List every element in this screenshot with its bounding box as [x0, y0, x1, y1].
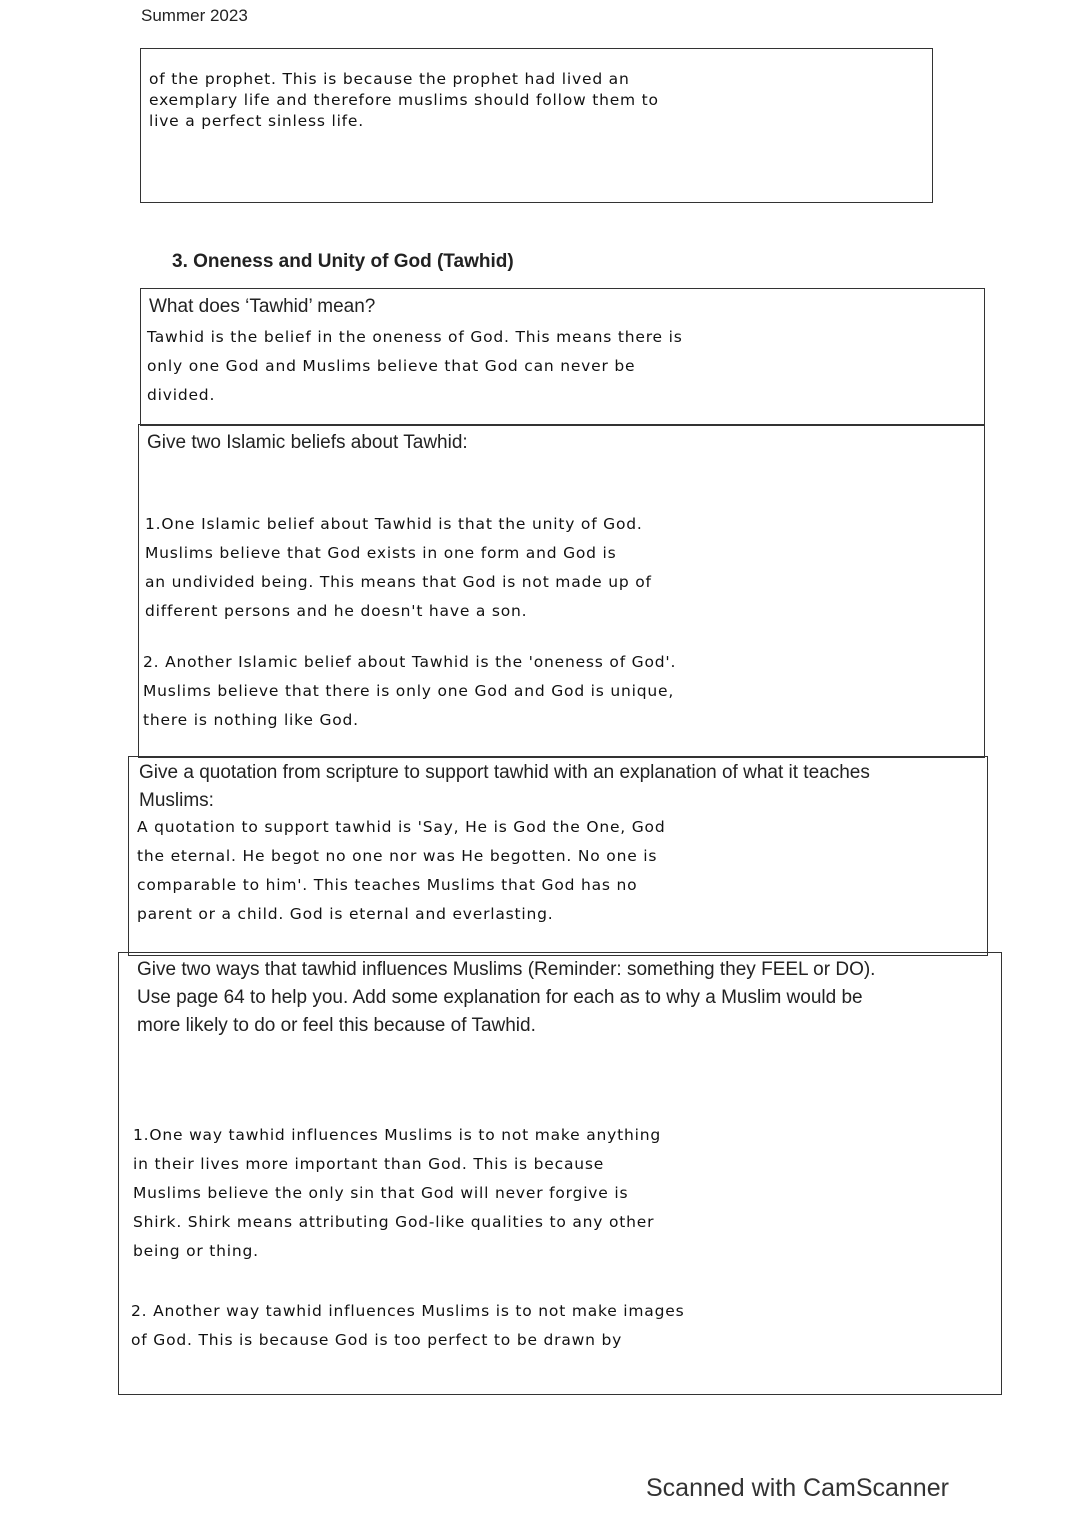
answer-line: Shirk. Shirk means attributing God-like qualities to any other [133, 1213, 655, 1231]
answer-line: exemplary life and therefore muslims should follow them to [149, 91, 659, 109]
q3-prompt [139, 759, 870, 815]
answer-line: there is nothing like God. [143, 711, 359, 729]
answer-line: only one God and Muslims believe that God can never be [147, 357, 636, 375]
q2-prompt: Give two Islamic beliefs about Tawhid: [147, 432, 468, 453]
answer-line: 1.One Islamic belief about Tawhid is that the unity of God. [145, 515, 643, 533]
answer-line: 2. Another way tawhid influences Muslims is to not make images [131, 1302, 685, 1320]
answer-line: being or thing. [133, 1242, 259, 1260]
q2-answer-1 [145, 510, 652, 626]
answer-line: of the prophet. This is because the prophet had lived an [149, 70, 630, 88]
q4-answer-1 [133, 1121, 661, 1266]
q2-box [138, 424, 985, 758]
prompt-line: Give a quotation from scripture to support tawhid with an explanation of what it teaches [139, 762, 870, 783]
answer-line: Tawhid is the belief in the oneness of God. This means there is [147, 328, 683, 346]
answer-line: Muslims believe the only sin that God will never forgive is [133, 1184, 629, 1202]
answer-line: Muslims believe that there is only one God and God is unique, [143, 682, 675, 700]
q3-box [128, 756, 988, 956]
q1-prompt: What does ‘Tawhid’ mean? [149, 296, 376, 317]
camscanner-watermark: Scanned with CamScanner [646, 1474, 949, 1502]
answer-line: different persons and he doesn't have a son. [145, 602, 528, 620]
q2-answer-2 [143, 648, 676, 735]
section-title: 3. Oneness and Unity of God (Tawhid) [172, 251, 514, 272]
q1-box [140, 288, 985, 426]
answer-line: divided. [147, 386, 216, 404]
q1-answer [147, 323, 683, 410]
header-date: Summer 2023 [141, 6, 248, 25]
prompt-line: more likely to do or feel this because of Tawhid. [137, 1015, 536, 1036]
answer-line: live a perfect sinless life. [149, 112, 364, 130]
prompt-line: Give two ways that tawhid influences Muslims (Reminder: something they FEEL or DO). [137, 959, 876, 980]
q4-box [118, 952, 1002, 1395]
q3-answer [137, 813, 665, 929]
answer-line: 2. Another Islamic belief about Tawhid is the 'oneness of God'. [143, 653, 677, 671]
answer-line: Muslims believe that God exists in one form and God is [145, 544, 617, 562]
q4-prompt [137, 956, 875, 1040]
answer-line: A quotation to support tawhid is 'Say, He is God the One, God [137, 818, 666, 836]
answer-line: an undivided being. This means that God is not made up of [145, 573, 652, 591]
answer-line: the eternal. He begot no one nor was He begotten. No one is [137, 847, 658, 865]
prompt-line: Use page 64 to help you. Add some explanation for each as to why a Muslim would be [137, 987, 863, 1008]
answer-line: in their lives more important than God. This is because [133, 1155, 605, 1173]
q4-answer-2 [131, 1297, 684, 1355]
answer-line: comparable to him'. This teaches Muslims that God has no [137, 876, 638, 894]
answer-line: of God. This is because God is too perfect to be drawn by [131, 1331, 623, 1349]
answer-line: parent or a child. God is eternal and everlasting. [137, 905, 554, 923]
answer-line: 1.One way tawhid influences Muslims is to not make anything [133, 1126, 661, 1144]
prompt-line: Muslims: [139, 790, 214, 811]
